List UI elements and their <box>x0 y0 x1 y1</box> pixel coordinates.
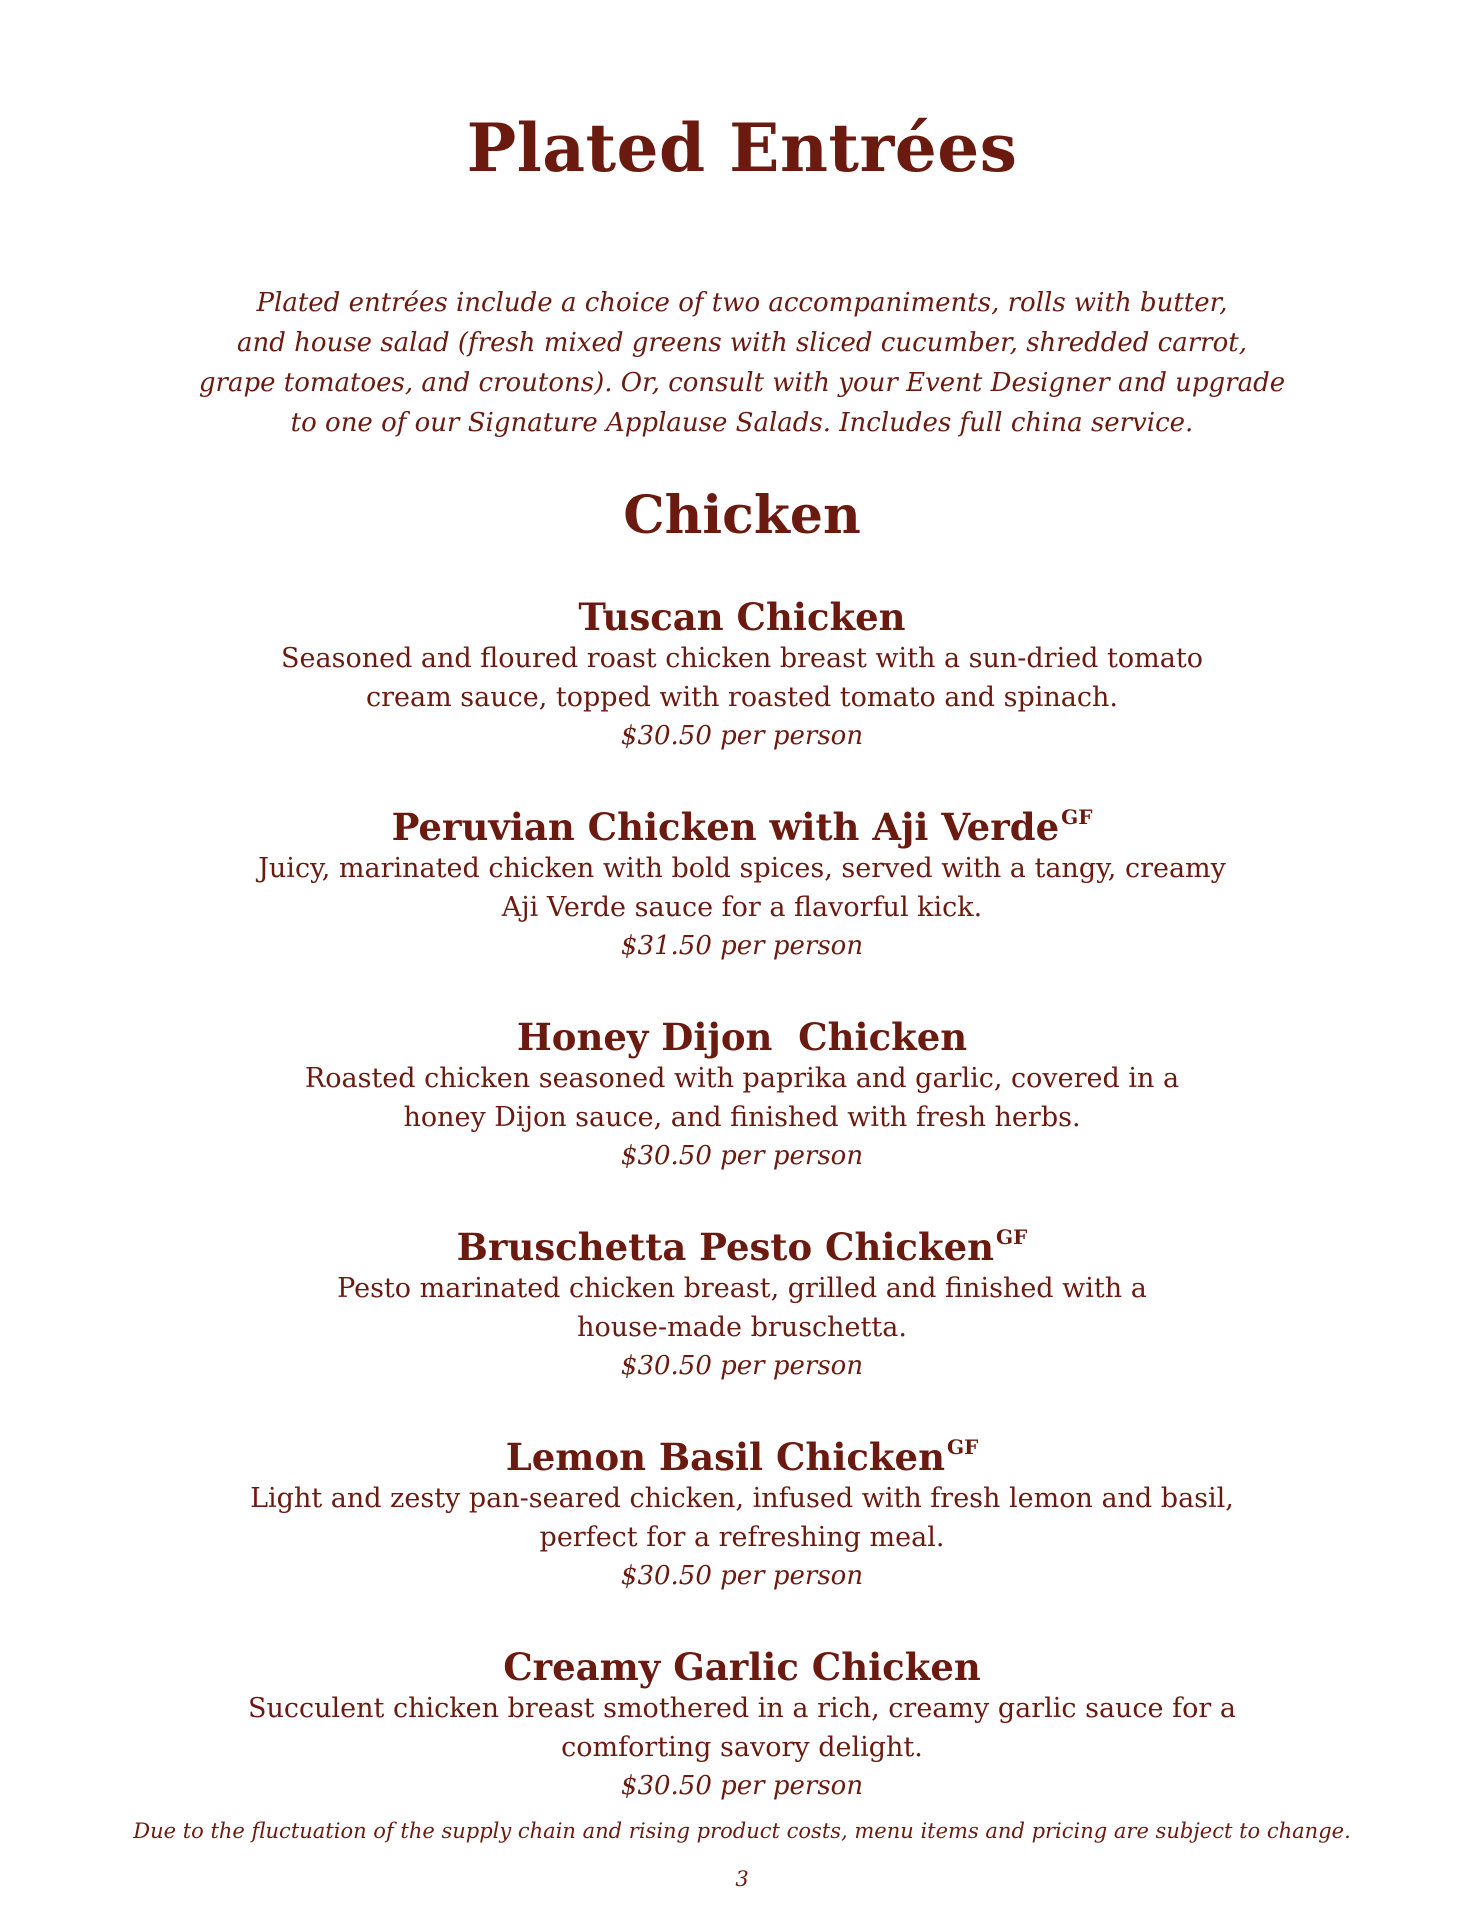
item-price: $31.50 per person <box>620 931 864 961</box>
intro-paragraph <box>192 283 1292 443</box>
item-name-text: Creamy Garlic Chicken <box>503 1645 981 1689</box>
item-price: $30.50 per person <box>620 1771 864 1801</box>
item-description <box>192 1479 1292 1557</box>
intro-line: Plated entrées include a choice of two accompaniments, rolls with butter, <box>256 288 1228 318</box>
gluten-free-badge: GF <box>996 1225 1028 1249</box>
item-price: $30.50 per person <box>620 721 864 751</box>
menu-item <box>192 1225 1292 1385</box>
pricing-disclaimer: Due to the fluctuation of the supply chain and rising product costs, menu items and pricing are subject to change. <box>133 1819 1351 1843</box>
item-name <box>192 595 1292 639</box>
item-name-text: Peruvian Chicken with Aji Verde <box>391 805 1060 849</box>
item-price: $30.50 per person <box>620 1351 864 1381</box>
item-description-line: honey Dijon sauce, and finished with fresh herbs. <box>403 1102 1081 1133</box>
item-name <box>192 1015 1292 1059</box>
intro-line: grape tomatoes, and croutons). Or, consult with your Event Designer and upgrade <box>198 368 1286 398</box>
item-description-line: Aji Verde sauce for a flavorful kick. <box>501 892 983 923</box>
intro-line: to one of our Signature Applause Salads. Includes full china service. <box>290 408 1194 438</box>
menu-item <box>192 805 1292 965</box>
menu-item <box>192 595 1292 755</box>
item-price: $30.50 per person <box>620 1141 864 1171</box>
menu-item <box>192 1015 1292 1175</box>
section-heading: Chicken <box>623 485 861 546</box>
menu-item <box>192 1435 1292 1595</box>
intro-line: and house salad (fresh mixed greens with sliced cucumber, shredded carrot, <box>237 328 1247 358</box>
item-description-line: Light and zesty pan-seared chicken, infused with fresh lemon and basil, <box>250 1483 1234 1514</box>
item-description-line: comforting savory delight. <box>561 1732 923 1763</box>
item-description-line: Juicy, marinated chicken with bold spices, served with a tangy, creamy <box>258 853 1226 884</box>
item-description-line: Succulent chicken breast smothered in a rich, creamy garlic sauce for a <box>248 1693 1236 1724</box>
item-name-text: Honey Dijon Chicken <box>516 1015 968 1059</box>
item-name-text: Lemon Basil Chicken <box>505 1435 945 1479</box>
item-name <box>192 1225 1292 1269</box>
item-description <box>192 1689 1292 1767</box>
item-description <box>192 1269 1292 1347</box>
item-description-line: Seasoned and floured roast chicken breast with a sun-dried tomato <box>281 643 1203 674</box>
item-price: $30.50 per person <box>620 1561 864 1591</box>
item-name-text: Bruschetta Pesto Chicken <box>456 1225 995 1269</box>
item-name <box>192 1435 1292 1479</box>
item-description-line: Roasted chicken seasoned with paprika and garlic, covered in a <box>304 1063 1180 1094</box>
item-name <box>192 1645 1292 1689</box>
item-description-line: cream sauce, topped with roasted tomato and spinach. <box>366 682 1118 713</box>
page-title: Plated Entrées <box>466 109 1018 187</box>
item-description-line: house-made bruschetta. <box>577 1312 907 1343</box>
item-description-line: perfect for a refreshing meal. <box>539 1522 945 1553</box>
item-description-line: Pesto marinated chicken breast, grilled and finished with a <box>337 1273 1147 1304</box>
item-description <box>192 1059 1292 1137</box>
item-description <box>192 849 1292 927</box>
gluten-free-badge: GF <box>946 1435 979 1459</box>
page-number: 3 <box>735 1867 749 1891</box>
item-name-text: Tuscan Chicken <box>578 595 906 639</box>
item-description <box>192 639 1292 717</box>
item-name <box>192 805 1292 849</box>
gluten-free-badge: GF <box>1061 805 1093 829</box>
menu-item <box>192 1645 1292 1805</box>
